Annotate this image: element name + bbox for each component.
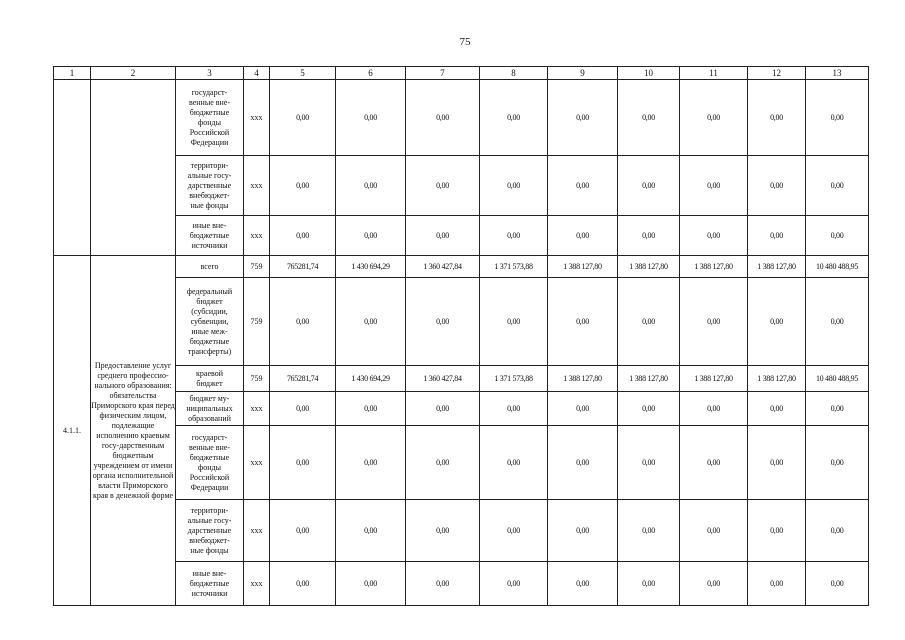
value-cell: 0,00 [680, 500, 748, 562]
value-cell: 0,00 [806, 562, 869, 606]
value-cell: 1 371 573,88 [480, 366, 548, 392]
value-cell: 0,00 [406, 392, 480, 426]
value-cell: 0,00 [336, 392, 406, 426]
value-cell: 0,00 [618, 216, 680, 256]
value-cell: 0,00 [548, 392, 618, 426]
code-cell: ххх [244, 80, 270, 156]
value-cell: 0,00 [680, 278, 748, 366]
value-cell: 1 388 127,80 [748, 256, 806, 278]
funding-source: краевой бюджет [176, 366, 244, 392]
value-cell: 0,00 [806, 426, 869, 500]
funding-source: всего [176, 256, 244, 278]
value-cell: 0,00 [548, 278, 618, 366]
value-cell: 1 388 127,80 [618, 256, 680, 278]
table-row [54, 426, 869, 500]
value-cell: 0,00 [548, 80, 618, 156]
value-cell: 0,00 [480, 278, 548, 366]
value-cell: 0,00 [680, 156, 748, 216]
value-cell: 1 371 573,88 [480, 256, 548, 278]
value-cell: 0,00 [806, 216, 869, 256]
value-cell: 0,00 [406, 156, 480, 216]
column-header: 5 [270, 67, 336, 80]
column-header: 3 [176, 67, 244, 80]
funding-source: территори- альные госу- дарственные внебюджет- ные фонды [176, 156, 244, 216]
value-cell: 0,00 [680, 392, 748, 426]
value-cell: 0,00 [806, 500, 869, 562]
code-cell: 759 [244, 256, 270, 278]
value-cell: 0,00 [806, 278, 869, 366]
value-cell: 0,00 [480, 426, 548, 500]
value-cell: 10 480 488,95 [806, 256, 869, 278]
column-header: 6 [336, 67, 406, 80]
header-row [54, 67, 869, 80]
table-row [54, 392, 869, 426]
column-header: 8 [480, 67, 548, 80]
funding-source: федеральный бюджет (субсидии, субвенции, иные меж- бюджетные трансферты) [176, 278, 244, 366]
code-cell: ххх [244, 216, 270, 256]
code-cell: ххх [244, 426, 270, 500]
value-cell: 1 430 694,29 [336, 256, 406, 278]
value-cell: 0,00 [270, 392, 336, 426]
value-cell: 0,00 [748, 562, 806, 606]
value-cell: 0,00 [618, 80, 680, 156]
column-header: 11 [680, 67, 748, 80]
value-cell: 0,00 [618, 156, 680, 216]
value-cell: 0,00 [748, 392, 806, 426]
column-header: 1 [54, 67, 91, 80]
value-cell: 0,00 [480, 562, 548, 606]
value-cell: 0,00 [548, 426, 618, 500]
table-row [54, 256, 869, 278]
funding-source: иные вне- бюджетные источники [176, 562, 244, 606]
value-cell: 0,00 [748, 426, 806, 500]
value-cell: 0,00 [618, 278, 680, 366]
value-cell: 0,00 [406, 562, 480, 606]
funding-source: бюджет му- ниципальных образований [176, 392, 244, 426]
value-cell: 0,00 [406, 426, 480, 500]
value-cell: 0,00 [806, 392, 869, 426]
value-cell: 0,00 [336, 562, 406, 606]
value-cell: 765281,74 [270, 256, 336, 278]
value-cell: 0,00 [618, 392, 680, 426]
table-row [54, 80, 869, 156]
value-cell: 0,00 [406, 80, 480, 156]
section-description: Предоставление услуг среднего профессио-нального образования: обязательства Приморского края перед физическим лицом, подлежащие исполнению краевым госу-дарственным бюджетным учреждением от имени органа исполнительной власти Приморского края в денежной форме [91, 256, 176, 606]
table-row [54, 366, 869, 392]
table-row [54, 500, 869, 562]
value-cell: 0,00 [270, 80, 336, 156]
funding-source: государст- венные вне- бюджетные фонды Российской Федерации [176, 426, 244, 500]
column-header: 9 [548, 67, 618, 80]
value-cell: 0,00 [480, 392, 548, 426]
code-cell: ххх [244, 562, 270, 606]
value-cell: 0,00 [270, 216, 336, 256]
value-cell: 0,00 [680, 216, 748, 256]
value-cell: 0,00 [480, 156, 548, 216]
value-cell: 1 388 127,80 [548, 366, 618, 392]
value-cell: 1 430 694,29 [336, 366, 406, 392]
value-cell: 0,00 [336, 426, 406, 500]
value-cell: 0,00 [336, 216, 406, 256]
value-cell: 0,00 [548, 500, 618, 562]
funding-source: иные вне- бюджетные источники [176, 216, 244, 256]
value-cell: 0,00 [680, 80, 748, 156]
value-cell: 10 480 488,95 [806, 366, 869, 392]
table-row [54, 216, 869, 256]
value-cell: 0,00 [480, 500, 548, 562]
value-cell: 1 388 127,80 [618, 366, 680, 392]
funding-source: территори- альные госу- дарственные внебюджет- ные фонды [176, 500, 244, 562]
value-cell: 0,00 [336, 278, 406, 366]
value-cell: 0,00 [748, 278, 806, 366]
value-cell: 0,00 [480, 216, 548, 256]
value-cell: 0,00 [270, 426, 336, 500]
value-cell: 0,00 [336, 80, 406, 156]
column-header: 4 [244, 67, 270, 80]
value-cell: 0,00 [548, 216, 618, 256]
value-cell: 0,00 [336, 156, 406, 216]
value-cell: 1 360 427,84 [406, 366, 480, 392]
value-cell: 1 360 427,84 [406, 256, 480, 278]
table-row [54, 562, 869, 606]
value-cell: 1 388 127,80 [748, 366, 806, 392]
table-body [54, 67, 869, 606]
value-cell: 0,00 [748, 500, 806, 562]
value-cell: 1 388 127,80 [680, 366, 748, 392]
column-header: 7 [406, 67, 480, 80]
value-cell: 0,00 [548, 156, 618, 216]
column-header: 12 [748, 67, 806, 80]
value-cell: 1 388 127,80 [548, 256, 618, 278]
value-cell: 0,00 [618, 500, 680, 562]
funding-source: государст- венные вне- бюджетные фонды Российской Федерации [176, 80, 244, 156]
value-cell: 0,00 [406, 216, 480, 256]
value-cell: 0,00 [680, 426, 748, 500]
value-cell: 0,00 [806, 80, 869, 156]
description-cell [91, 80, 176, 256]
value-cell: 0,00 [680, 562, 748, 606]
column-header: 10 [618, 67, 680, 80]
value-cell: 0,00 [748, 216, 806, 256]
column-header: 13 [806, 67, 869, 80]
value-cell: 0,00 [618, 562, 680, 606]
column-header: 2 [91, 67, 176, 80]
value-cell: 0,00 [270, 562, 336, 606]
value-cell: 0,00 [618, 426, 680, 500]
value-cell: 0,00 [748, 156, 806, 216]
code-cell: 759 [244, 366, 270, 392]
value-cell: 0,00 [270, 156, 336, 216]
value-cell: 0,00 [336, 500, 406, 562]
value-cell: 0,00 [270, 278, 336, 366]
value-cell: 0,00 [548, 562, 618, 606]
section-number: 4.1.1. [54, 256, 91, 606]
budget-table [53, 66, 869, 606]
value-cell: 1 388 127,80 [680, 256, 748, 278]
value-cell: 0,00 [748, 80, 806, 156]
code-cell: ххх [244, 500, 270, 562]
value-cell: 0,00 [806, 156, 869, 216]
value-cell: 0,00 [406, 278, 480, 366]
value-cell: 765281,74 [270, 366, 336, 392]
code-cell: ххх [244, 156, 270, 216]
table-row [54, 278, 869, 366]
code-cell: 759 [244, 278, 270, 366]
code-cell: ххх [244, 392, 270, 426]
value-cell: 0,00 [480, 80, 548, 156]
table-row [54, 156, 869, 216]
value-cell: 0,00 [270, 500, 336, 562]
page-number: 75 [459, 36, 471, 48]
row-number-cell [54, 80, 91, 256]
value-cell: 0,00 [406, 500, 480, 562]
